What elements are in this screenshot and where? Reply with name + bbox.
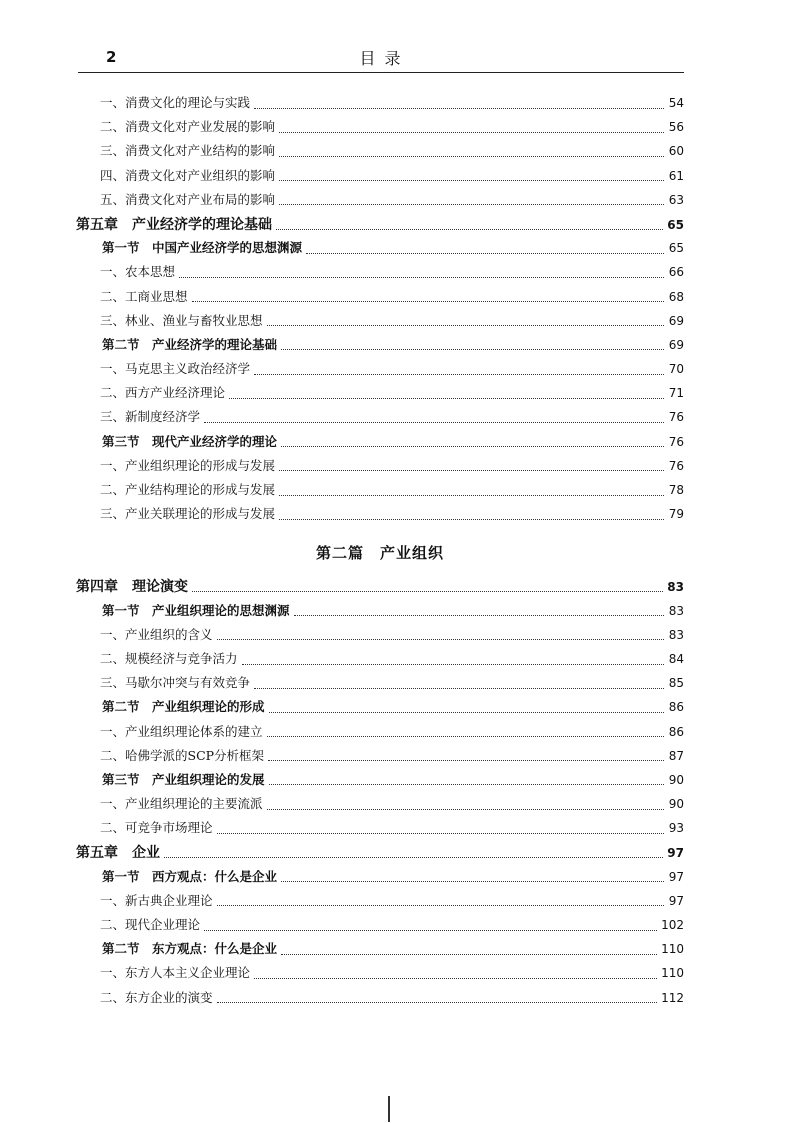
toc-entry-label: 第五章 产业经济学的理论基础 — [76, 216, 272, 233]
page-header — [78, 44, 684, 73]
toc-entry-page-number: 90 — [668, 772, 684, 787]
toc-subsection-entry[interactable] — [76, 625, 684, 649]
toc-chapter-entry[interactable] — [76, 842, 684, 866]
toc-section-entry[interactable] — [76, 867, 684, 891]
toc-entry-page-number: 110 — [661, 966, 684, 981]
toc-entry-label: 第一节 西方观点：什么是企业 — [102, 868, 278, 884]
dot-leader — [279, 519, 664, 520]
toc-entry-page-number: 102 — [661, 918, 684, 932]
toc-entry-page-number: 83 — [668, 603, 684, 618]
dot-leader — [192, 591, 663, 592]
table-of-contents — [76, 93, 684, 1012]
dot-leader — [294, 615, 664, 616]
dot-leader — [254, 108, 664, 109]
toc-entry-page-number: 112 — [661, 990, 684, 1005]
toc-entry-label: 第三节 现代产业经济学的理论 — [102, 433, 278, 449]
toc-subsection-entry[interactable] — [76, 794, 684, 818]
toc-subsection-entry[interactable] — [76, 818, 684, 842]
toc-entry-label: 二、产业结构理论的形成与发展 — [100, 482, 276, 497]
toc-entry-label: 三、林业、渔业与畜牧业思想 — [100, 312, 263, 328]
toc-entry-page-number: 63 — [668, 192, 684, 207]
dot-leader — [229, 398, 664, 399]
toc-entry-label: 三、消费文化对产业结构的影响 — [100, 143, 276, 159]
toc-entry-page-number: 76 — [668, 434, 684, 449]
toc-section-entry[interactable] — [76, 770, 684, 794]
toc-entry-page-number: 93 — [668, 821, 684, 836]
toc-entry-label: 二、消费文化对产业发展的影响 — [100, 119, 276, 135]
dot-leader — [267, 809, 664, 810]
toc-entry-label: 第三节 产业组织理论的发展 — [102, 771, 265, 787]
toc-entry-label: 一、农本思想 — [100, 264, 176, 280]
toc-entry-page-number: 97 — [668, 893, 684, 908]
toc-subsection-entry[interactable] — [76, 359, 684, 383]
toc-subsection-entry[interactable] — [76, 915, 684, 939]
toc-entry-page-number: 70 — [668, 362, 684, 377]
toc-entry-page-number: 76 — [668, 410, 684, 425]
toc-section-entry[interactable] — [76, 432, 684, 456]
dot-leader — [276, 229, 663, 230]
toc-section-entry[interactable] — [76, 238, 684, 262]
dot-leader — [192, 301, 664, 302]
toc-entry-page-number: 69 — [668, 313, 684, 328]
dot-leader — [164, 857, 663, 858]
toc-entry-page-number: 97 — [667, 846, 684, 861]
toc-subsection-entry[interactable] — [76, 722, 684, 746]
toc-subsection-entry[interactable] — [76, 383, 684, 407]
toc-section-entry[interactable] — [76, 939, 684, 963]
toc-entry-label: 一、新古典企业理论 — [100, 892, 213, 908]
toc-subsection-entry[interactable] — [76, 988, 684, 1012]
toc-entry-label: 第一节 产业组织理论的思想渊源 — [102, 602, 290, 618]
toc-subsection-entry[interactable] — [76, 963, 684, 987]
dot-leader — [269, 784, 664, 785]
toc-subsection-entry[interactable] — [76, 407, 684, 431]
toc-entry-label: 一、产业组织理论体系的建立 — [100, 723, 263, 739]
toc-entry-page-number: 65 — [667, 217, 684, 232]
toc-entry-label: 二、东方企业的演变 — [100, 989, 213, 1005]
toc-entry-label: 二、可竞争市场理论 — [100, 820, 213, 836]
toc-section-entry[interactable] — [76, 697, 684, 721]
toc-entry-label: 二、现代企业理论 — [100, 917, 201, 932]
toc-subsection-entry[interactable] — [76, 649, 684, 673]
toc-entry-page-number: 83 — [667, 580, 684, 595]
toc-entry-label: 第一节 中国产业经济学的思想渊源 — [102, 240, 303, 256]
toc-subsection-entry[interactable] — [76, 117, 684, 141]
toc-entry-label: 一、产业组织理论的形成与发展 — [100, 457, 276, 473]
dot-leader — [254, 688, 664, 689]
dot-leader — [217, 905, 664, 906]
toc-entry-page-number: 110 — [661, 942, 684, 957]
toc-entry-page-number: 84 — [668, 651, 684, 666]
toc-entry-label: 第二节 产业经济学的理论基础 — [102, 336, 278, 352]
dot-leader — [217, 1002, 658, 1003]
toc-entry-label: 二、西方产业经济理论 — [100, 385, 226, 401]
toc-subsection-entry[interactable] — [76, 480, 684, 504]
toc-list-part-2 — [76, 576, 684, 1011]
toc-entry-label: 一、东方人本主义企业理论 — [100, 965, 251, 981]
toc-chapter-entry[interactable] — [76, 576, 684, 600]
toc-entry-page-number: 71 — [668, 386, 684, 401]
toc-entry-label: 一、马克思主义政治经济学 — [100, 361, 251, 377]
dot-leader — [279, 132, 664, 133]
toc-entry-page-number: 78 — [668, 483, 684, 497]
toc-entry-label: 第二节 东方观点：什么是企业 — [102, 941, 278, 957]
dot-leader — [267, 325, 664, 326]
toc-entry-label: 第四章 理论演变 — [76, 579, 188, 596]
toc-entry-label: 第二节 产业组织理论的形成 — [102, 699, 265, 715]
toc-entry-page-number: 60 — [668, 144, 684, 159]
dot-leader — [279, 495, 664, 496]
toc-subsection-entry[interactable] — [76, 673, 684, 697]
toc-subsection-entry[interactable] — [76, 287, 684, 311]
toc-entry-label: 三、新制度经济学 — [100, 409, 201, 425]
dot-leader — [281, 881, 664, 882]
dot-leader — [217, 833, 664, 834]
toc-entry-page-number: 79 — [668, 507, 684, 522]
toc-list-part-1 — [76, 93, 684, 528]
toc-subsection-entry[interactable] — [76, 456, 684, 480]
toc-subsection-entry[interactable] — [76, 141, 684, 165]
toc-subsection-entry[interactable] — [76, 891, 684, 915]
toc-entry-label: 一、消费文化的理论与实践 — [100, 95, 251, 110]
toc-entry-label: 三、马歇尔冲突与有效竞争 — [100, 675, 251, 691]
toc-entry-label: 三、产业关联理论的形成与发展 — [100, 506, 276, 522]
toc-entry-page-number: 83 — [668, 627, 684, 642]
toc-subsection-entry[interactable] — [76, 311, 684, 335]
toc-entry-label: 二、哈佛学派的SCP分析框架 — [100, 747, 265, 763]
toc-entry-page-number: 86 — [668, 700, 684, 715]
dot-leader — [269, 712, 664, 713]
toc-entry-label: 二、工商业思想 — [100, 288, 188, 304]
toc-entry-page-number: 86 — [668, 724, 684, 739]
toc-entry-label: 二、规模经济与竞争活力 — [100, 650, 238, 666]
toc-section-entry[interactable] — [76, 601, 684, 625]
toc-entry-page-number: 54 — [668, 96, 684, 110]
dot-leader — [179, 277, 664, 278]
dot-leader — [279, 470, 664, 471]
toc-entry-page-number: 65 — [668, 241, 684, 256]
toc-entry-page-number: 97 — [668, 869, 684, 884]
dot-leader — [281, 954, 657, 955]
dot-leader — [217, 639, 664, 640]
dot-leader — [242, 664, 664, 665]
toc-entry-page-number: 69 — [668, 337, 684, 352]
toc-subsection-entry[interactable] — [76, 190, 684, 214]
dot-leader — [254, 978, 657, 979]
toc-entry-page-number: 85 — [668, 676, 684, 691]
toc-subsection-entry[interactable] — [76, 504, 684, 528]
toc-entry-page-number: 68 — [668, 289, 684, 304]
toc-entry-label: 第五章 企业 — [76, 845, 160, 862]
toc-entry-label: 五、消费文化对产业布局的影响 — [100, 191, 276, 207]
toc-chapter-entry[interactable] — [76, 214, 684, 238]
dot-leader — [254, 374, 664, 375]
dot-leader — [279, 180, 664, 181]
dot-leader — [281, 446, 664, 447]
toc-section-entry[interactable] — [76, 335, 684, 359]
dot-leader — [204, 930, 657, 931]
toc-entry-label: 四、消费文化对产业组织的影响 — [100, 167, 276, 183]
dot-leader — [204, 422, 664, 423]
toc-entry-label: 一、产业组织理论的主要流派 — [100, 796, 263, 812]
dot-leader — [306, 253, 664, 254]
dot-leader — [267, 736, 664, 737]
toc-entry-page-number: 61 — [668, 168, 684, 183]
toc-entry-page-number: 87 — [668, 748, 684, 763]
dot-leader — [279, 204, 664, 205]
page-number: 2 — [106, 48, 117, 66]
dot-leader — [268, 760, 664, 761]
part-title: 第二篇 产业组织 — [315, 543, 444, 562]
dot-leader — [279, 156, 664, 157]
toc-entry-page-number: 56 — [668, 120, 684, 135]
toc-subsection-entry[interactable] — [76, 166, 684, 190]
toc-subsection-entry[interactable] — [76, 746, 684, 770]
toc-entry-page-number: 76 — [668, 458, 684, 473]
toc-subsection-entry[interactable] — [76, 262, 684, 286]
toc-entry-page-number: 66 — [668, 265, 684, 280]
toc-entry-label: 一、产业组织的含义 — [100, 626, 213, 642]
footer-rule — [388, 1096, 390, 1122]
toc-subsection-entry[interactable] — [76, 93, 684, 117]
running-title: 目 录 — [359, 49, 403, 68]
dot-leader — [281, 349, 664, 350]
toc-entry-page-number: 90 — [668, 797, 684, 812]
